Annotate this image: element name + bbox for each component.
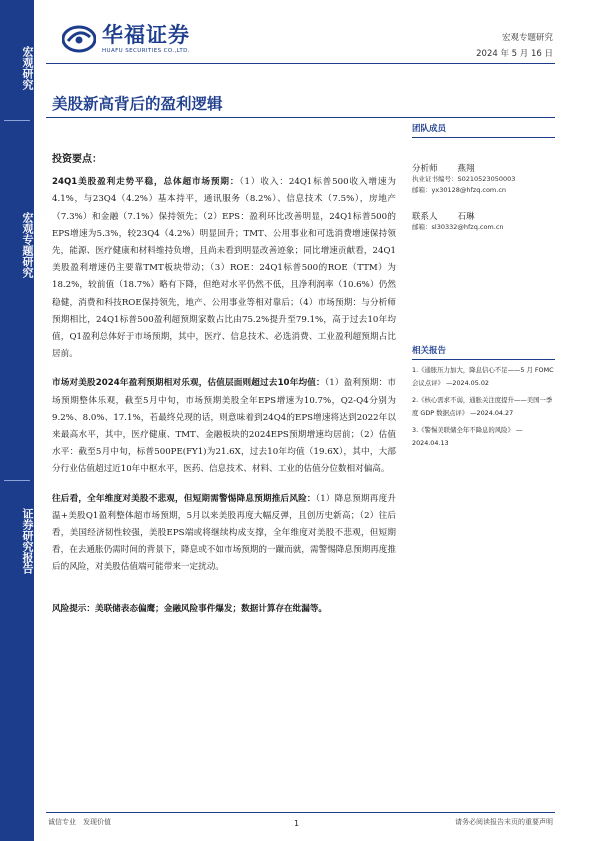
left-sidebar [0,0,34,841]
report-date: 2024 年 5 月 16 日 [476,49,553,59]
sidebar-label-bottom: 证券研究报告 [21,508,34,574]
analyst-card [412,162,555,196]
header-divider [46,63,555,64]
analyst-cert: 执业证书编号：S0210523050003 [412,175,516,183]
footer-disclaimer: 请务必阅读报告末页的重要声明 [455,818,553,826]
logo-english-name: HUAFU SECURITIES CO.,LTD. [102,48,190,54]
paragraph-body: （1）收入：24Q1标普500收入增速为4.1%，与23Q4（4.2%）基本持平，通讯服务（8.2%）、信息技术（7.5%），房地产（7.3%）和金融（7.1%）保持领先；（2）EPS：盈利环比改善明显，24Q1标普500的EPS增速为5.3%，较23Q4（4.2%）明显回升；TMT、公用事业和可选消费增速保持领先，能源、医疗健康和材料维持负增，且尚未看到明显改善迹象；同比增速贡献看，24Q1美股盈利增速仍主要靠TMT板块带动；（3）ROE：24Q1标普500的ROE（TTM）为18.2%，较前值（18.7%）略有下降，但绝对水平仍然不低，且净利润率（10.6%）仍然稳健，消费和科技ROE保持领先，地产、公用事业等相对靠后；（4）市场预期：与分析师预期相比，24Q1标普500盈利超预期家数占比由75.2%提升至79.1%，高于过去10年均值，Q1盈利总体好于市场预期，其中，医疗、信息技术、必选消费、工业盈利超预期占比居前。 [52,177,396,360]
paragraph-expectations [52,375,396,478]
sidebar-divider [4,120,30,121]
contact-name: 石琳 [457,212,475,222]
sidebar-label-top: 宏观研究 [21,46,34,90]
company-logo [62,24,190,54]
paragraph-body: （1）降息预期再度升温+美股Q1盈利整体超市场预期，5月以来美股再度大幅反弹，且创历史新高；（2）往后看，美国经济韧性较强，美股EPS端或将继续构成支撑，全年维度对美股不悲观，但短期看，在去通胀仍需时间的背景下，降息或不如市场预期的一蹴而就，需警惕降息预期再度推后的风险，对美股估值端可能带来一定扰动。 [52,493,396,573]
paragraph-body: （1）盈利预期：市场预期整体乐观，截至5月中旬，市场预期美股全年EPS增速为10.7%，Q2-Q4分别为9.2%、8.0%、17.1%，若最终兑现的话，则意味着到24Q4的EPS增速将达到2022年以来最高水平，其中，医疗健康、TMT、金融板块的2024EPS预期增速均居前；（2）估值水平：截至5月中旬，标普500PE(FY1)为21.6X，过去10年均值（19.6X），其中，大部分行业估值超过近10年中枢水平，医药、信息技术、材料、工业的估值分位数相对偏高。 [52,378,396,475]
analyst-name: 燕翔 [457,164,475,174]
main-content [52,151,396,618]
paragraph-outlook [52,491,396,577]
risk-warning: 风险提示：美联储表态偏鹰；金融风险事件爆发；数据计算存在纰漏等。 [52,603,328,614]
contact-card [412,210,555,233]
related-report-item[interactable]: 3.《警惕美联储全年不降息的风险》 —2024.04.13 [412,426,523,447]
related-reports-panel [412,344,555,450]
paragraph-lead: 24Q1美股盈利走势平稳，总体超市场预期： [52,177,240,188]
logo-chinese-name: 华福证券 [102,23,190,47]
footer-slogan: 诚信专业 发现价值 [48,818,111,826]
team-panel [412,122,555,233]
analyst-role: 分析师 [412,164,438,174]
report-title: 美股新高背后的盈利逻辑 [52,95,223,113]
header-meta [476,30,553,62]
contact-role: 联系人 [412,212,438,222]
team-heading: 团队成员 [412,122,555,138]
paragraph-lead: 市场对美股2024年盈利预期相对乐观，估值层面则超过去10年均值： [52,378,325,389]
report-type: 宏观专题研究 [501,33,553,43]
page-number: 1 [294,819,300,828]
related-report-item[interactable]: 2.《核心需求不弱，通胀关注度提升——美国一季度 GDP 数据点评》 —2024.04.27 [412,396,553,417]
related-report-item[interactable]: 1.《通胀压力加大，降息信心不足——5 月 FOMC 会议点评》 —2024.05.02 [412,366,554,387]
investment-highlights-heading: 投资要点： [52,154,102,165]
paragraph-earnings [52,174,396,363]
paragraph-lead: 往后看，全年维度对美股不悲观，但短期需警惕降息预期推后风险： [52,493,316,504]
title-divider [46,117,555,118]
contact-email[interactable]: 邮箱：sl30332@hfzq.com.cn [412,223,504,231]
sidebar-divider [4,480,30,481]
footer-divider [46,812,555,813]
sidebar-label-mid: 宏观专题研究 [21,212,34,278]
logo-mark-icon [62,25,96,53]
analyst-email[interactable]: 邮箱：yx30128@hfzq.com.cn [412,186,507,194]
related-reports-heading: 相关报告 [412,344,555,360]
